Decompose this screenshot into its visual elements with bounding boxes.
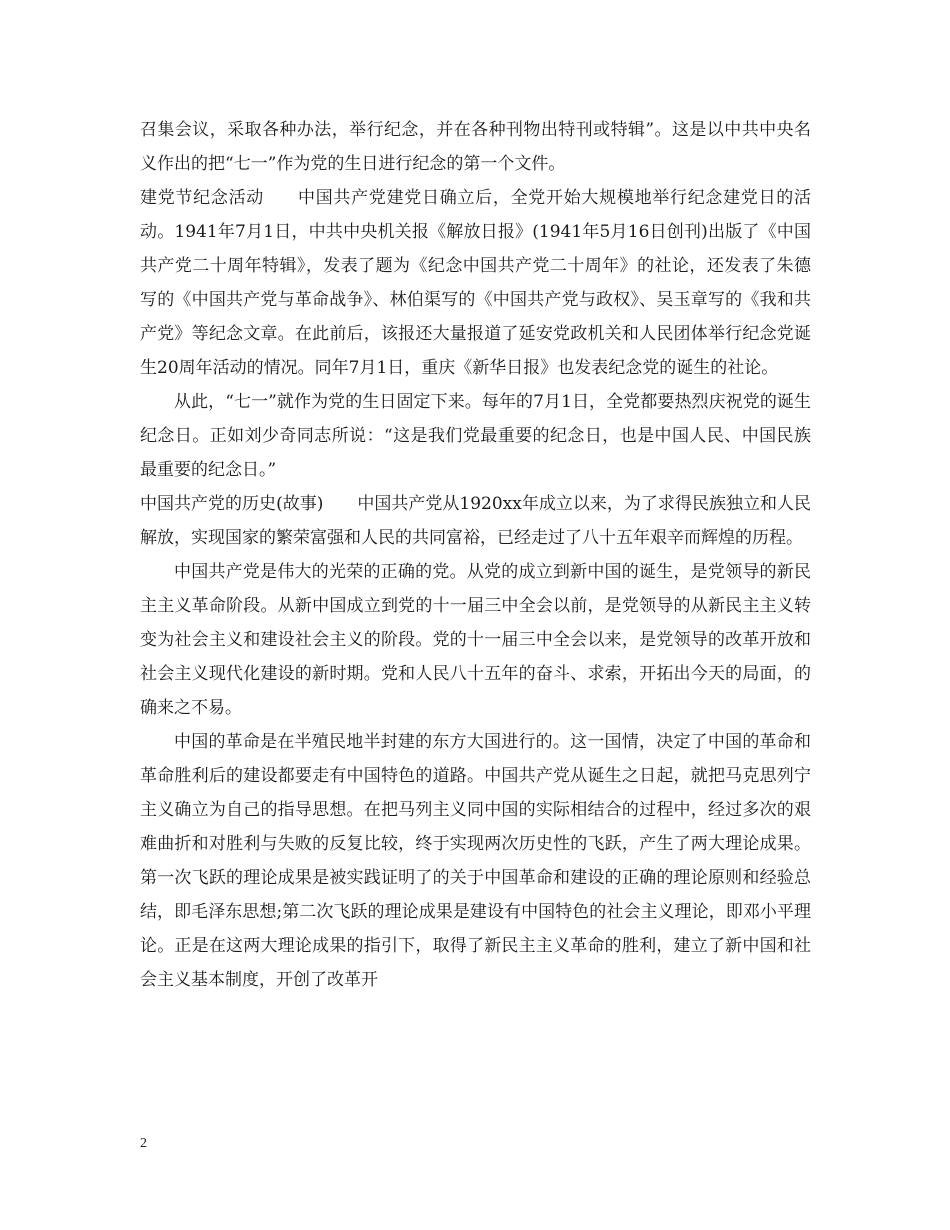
paragraph-text: 中国共产党是伟大的光荣的正确的党。从党的成立到新中国的诞生，是党领导的新民主主义革命阶段。从新中国成立到党的十一届三中全会以前，是党领导的从新民主主义转变为社会主义和建设社会主义的阶段。党的十一届三中全会以来，是党领导的改革开放和社会主义现代化建设的新时期。党和人民八十五年的奋斗、求索，开拓出今天的局面，的确来之不易。	[140, 562, 811, 718]
page-number: 2	[140, 1136, 147, 1151]
paragraph-revolution	[140, 725, 811, 997]
paragraph-founding-day-activities	[140, 181, 811, 385]
paragraph-continuation	[140, 113, 811, 181]
section-label: 中国共产党的历史(故事)	[140, 494, 324, 514]
paragraph-text: 中国共产党从1920xx年成立以来，为了求得民族独立和人民解放，实现国家的繁荣富强和人民的共同富裕，已经走过了八十五年艰辛而辉煌的历程。	[140, 494, 812, 548]
paragraph-text: 中国共产党建党日确立后，全党开始大规模地举行纪念建党日的活动。1941年7月1日，中共中央机关报《解放日报》(1941年5月16日创刊)出版了《中国共产党二十周年特辑》，发表了题为《纪念中国共产党二十周年》的社论，还发表了朱德写的《中国共产党与革命战争》、林伯渠写的《中国共产党与政权》、吴玉章写的《我和共产党》等纪念文章。在此前后，该报还大量报道了延安党政机关和人民团体举行纪念党诞生20周年活动的情况。同年7月1日，重庆《新华日报》也发表纪念党的诞生的社论。	[140, 188, 811, 378]
paragraph-text: 召集会议，采取各种办法，举行纪念，并在各种刊物出特刊或特辑”。这是以中共中央名义作出的把“七一”作为党的生日进行纪念的第一个文件。	[140, 120, 811, 174]
paragraph-july-first	[140, 385, 811, 487]
paragraph-text: 从此，“七一”就作为党的生日固定下来。每年的7月1日，全党都要热烈庆祝党的诞生纪念日。正如刘少奇同志所说：“这是我们党最重要的纪念日，也是中国人民、中国民族最重要的纪念日。”	[140, 392, 811, 480]
paragraph-great-party	[140, 555, 811, 725]
document-body	[140, 113, 811, 997]
paragraph-party-history	[140, 487, 811, 555]
section-label: 建党节纪念活动	[140, 188, 264, 208]
paragraph-text: 中国的革命是在半殖民地半封建的东方大国进行的。这一国情，决定了中国的革命和革命胜利后的建设都要走有中国特色的道路。中国共产党从诞生之日起，就把马克思列宁主义确立为自己的指导思想。在把马列主义同中国的实际相结合的过程中，经过多次的艰难曲折和对胜利与失败的反复比较，终于实现两次历史性的飞跃，产生了两大理论成果。第一次飞跃的理论成果是被实践证明了的关于中国革命和建设的正确的理论原则和经验总结，即毛泽东思想;第二次飞跃的理论成果是建设有中国特色的社会主义理论，即邓小平理论。正是在这两大理论成果的指引下，取得了新民主主义革命的胜利，建立了新中国和社会主义基本制度，开创了改革开	[140, 732, 811, 990]
